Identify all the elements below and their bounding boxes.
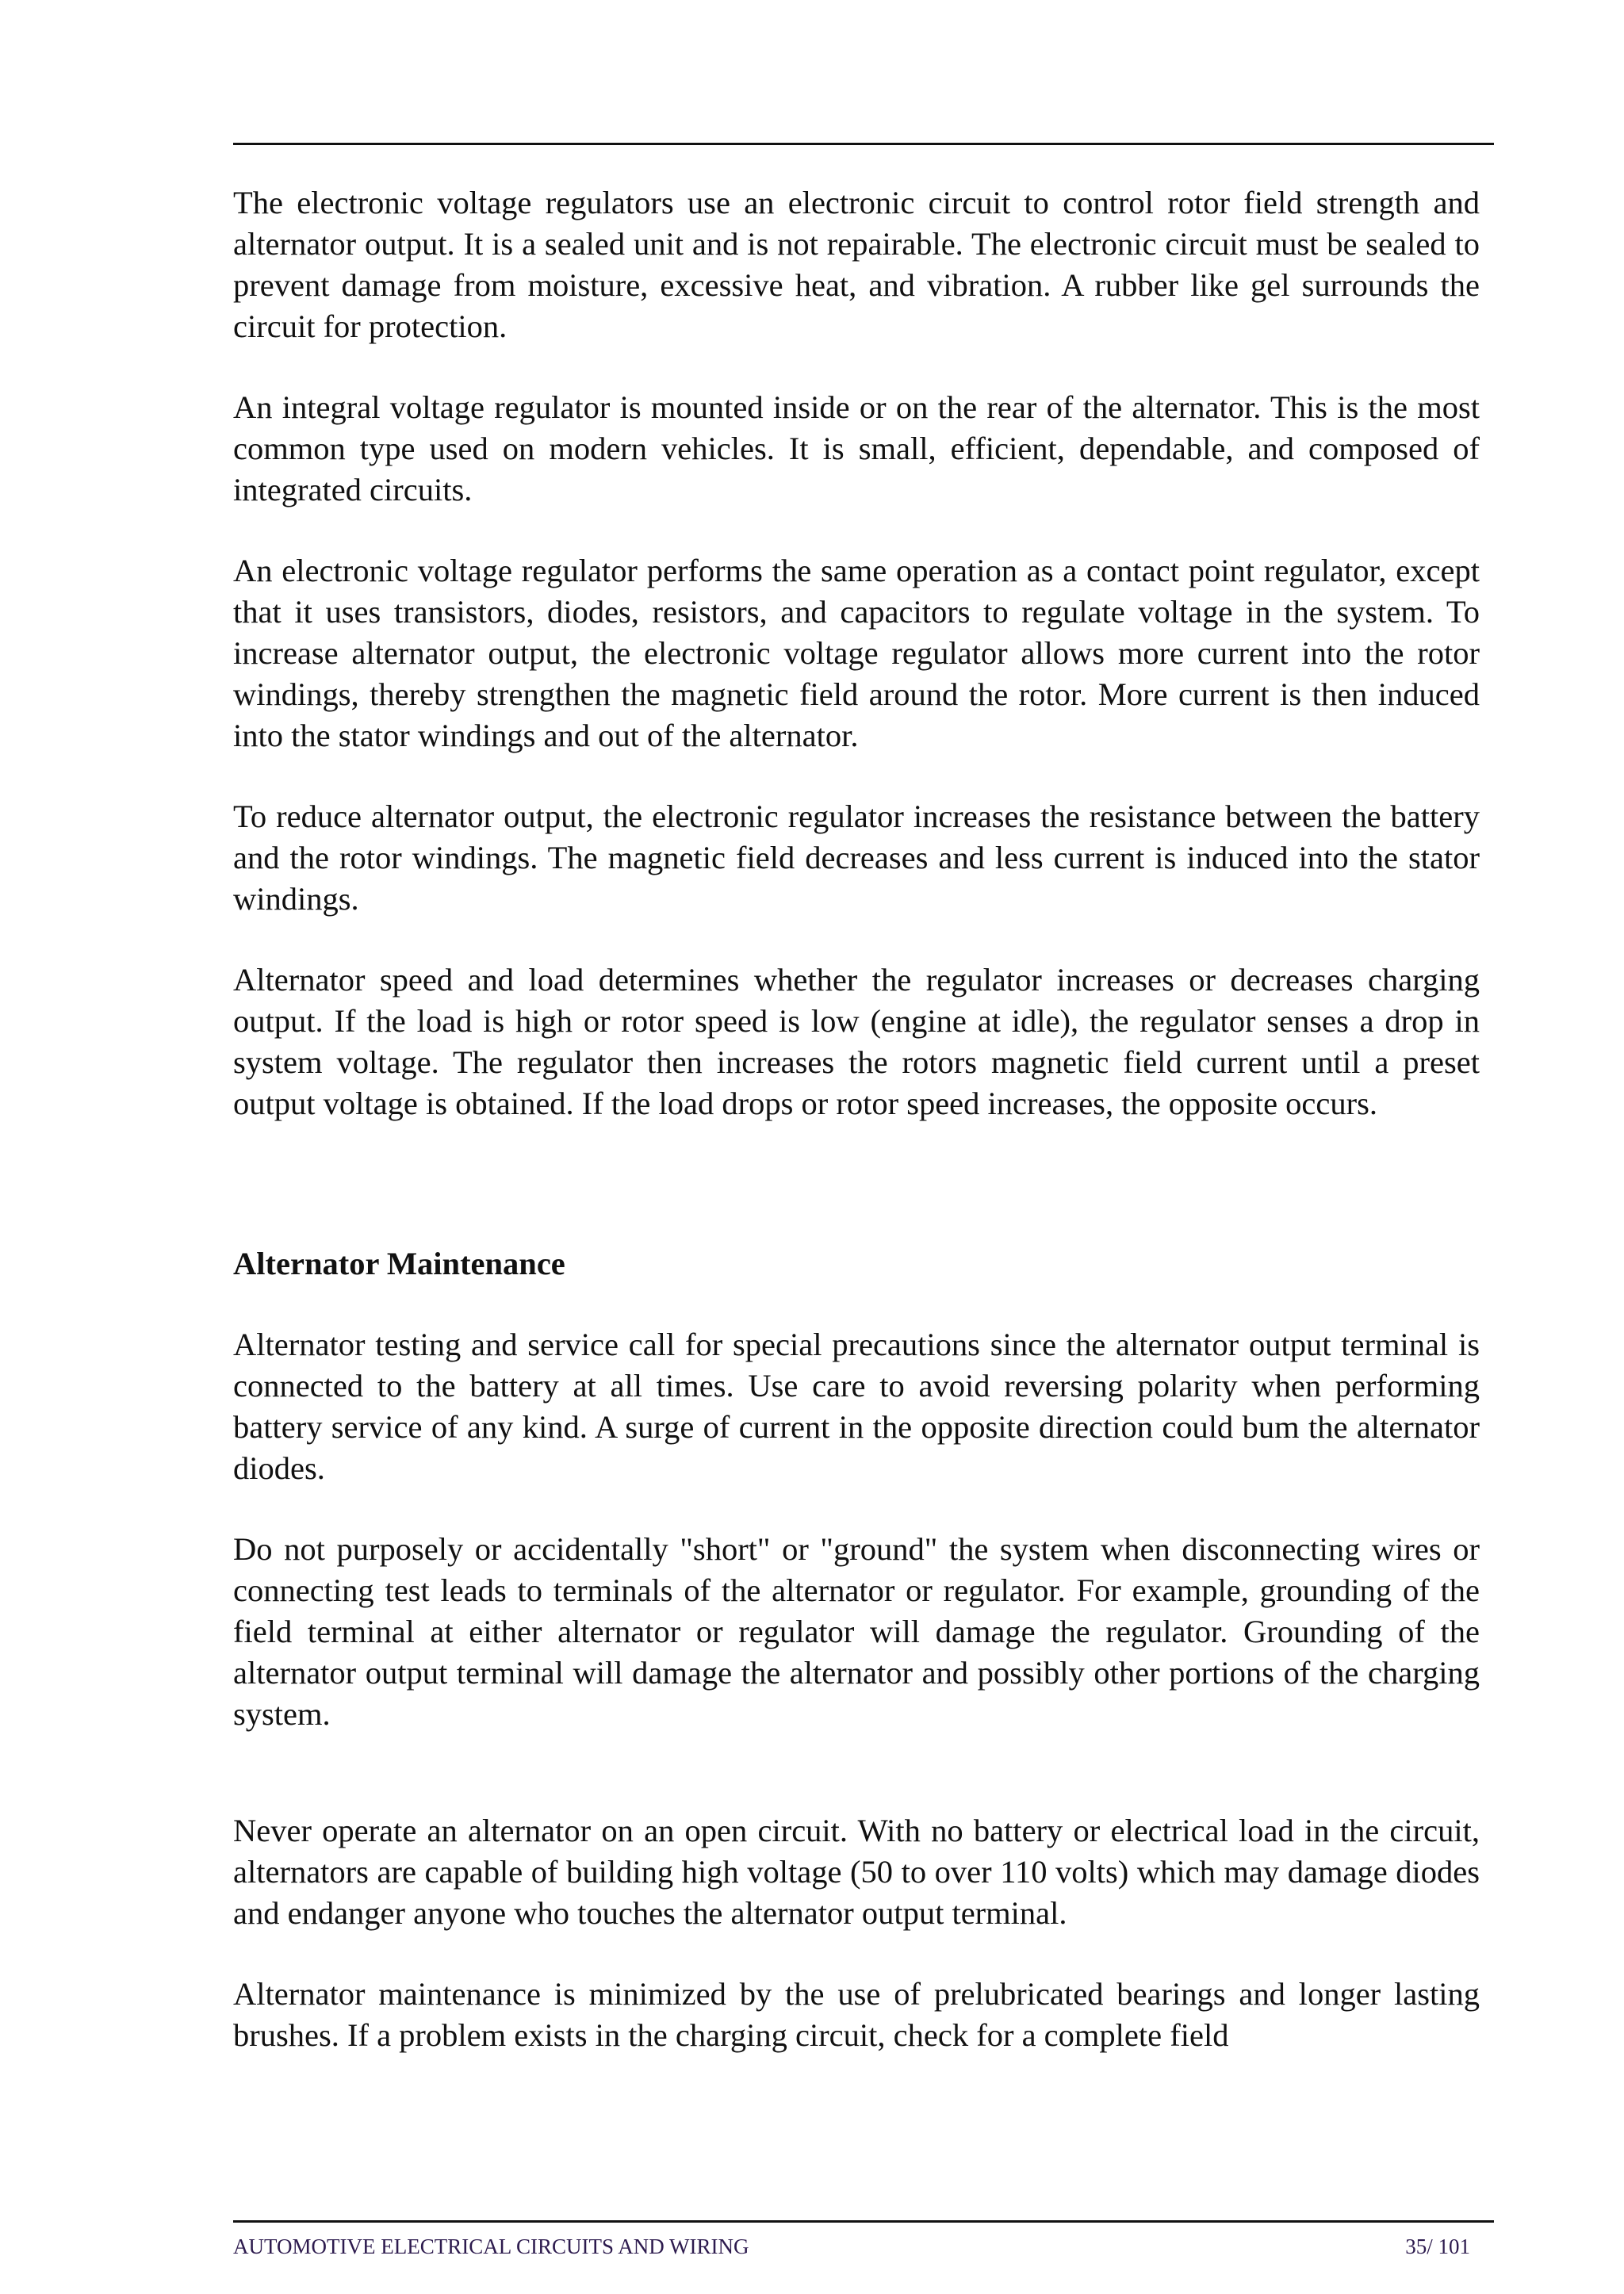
section-heading: Alternator Maintenance xyxy=(233,1246,565,1281)
footer-title: AUTOMOTIVE ELECTRICAL CIRCUITS AND WIRING xyxy=(233,2235,749,2258)
page-number: 35/ 101 xyxy=(1405,2235,1470,2258)
paragraph-reduce-output: To reduce alternator output, the electronic regulator increases the resistance between the battery and the rotor windings. The magnetic field decreases and less current is induced into the stator windings. xyxy=(233,798,1480,917)
paragraph-maintenance: Alternator maintenance is minimized by the use of prelubricated bearings and longer lasting brushes. If a problem exists in the charging circuit, check for a complete field xyxy=(233,1976,1480,2053)
paragraph-integral-regulator: An integral voltage regulator is mounted inside or on the rear of the alternator. This is the most common type used on modern vehicles. It is small, efficient, dependable, and composed of integrated circuits. xyxy=(233,389,1480,507)
header-rule xyxy=(233,143,1494,145)
paragraph-regulator-operation: An electronic voltage regulator performs the same operation as a contact point regulator, except that it uses transistors, diodes, resistors, and capacitors to regulate voltage in the system. To increase alternator output, the electronic voltage regulator allows more current into the rotor windings, thereby strengthen the magnetic field around the rotor. More current is then induced into the stator windings and out of the alternator. xyxy=(233,553,1480,753)
paragraph-electronic-regulators: The electronic voltage regulators use an electronic circuit to control rotor field strength and alternator output. It is a sealed unit and is not repairable. The electronic circuit must be sealed to prevent damage from moisture, excessive heat, and vibration. A rubber like gel surrounds the circuit for protection. xyxy=(233,185,1480,344)
page-body xyxy=(233,182,1480,2056)
paragraph-short-ground-warning: Do not purposely or accidentally "short" or "ground" the system when disconnecting wires or connecting test leads to terminals of the alternator or regulator. For example, grounding of the field terminal at either alternator or regulator will damage the regulator. Grounding of the alternator output terminal will damage the alternator and possibly other portions of the charging system. xyxy=(233,1531,1480,1732)
footer-rule xyxy=(233,2220,1494,2223)
paragraph-speed-and-load: Alternator speed and load determines whether the regulator increases or decreases charging output. If the load is high or rotor speed is low (engine at idle), the regulator senses a drop in system voltage. The regulator then increases the rotors magnetic field current until a preset output voltage is obtained. If the load drops or rotor speed increases, the opposite occurs. xyxy=(233,962,1480,1121)
paragraph-testing-precautions: Alternator testing and service call for special precautions since the alternator output terminal is connected to the battery at all times. Use care to avoid reversing polarity when performing battery service of any kind. A surge of current in the opposite direction could bum the alternator diodes. xyxy=(233,1327,1480,1486)
paragraph-open-circuit-warning: Never operate an alternator on an open circuit. With no battery or electrical load in the circuit, alternators are capable of building high voltage (50 to over 110 volts) which may damage diodes and endanger anyone who touches the alternator output terminal. xyxy=(233,1813,1480,1931)
